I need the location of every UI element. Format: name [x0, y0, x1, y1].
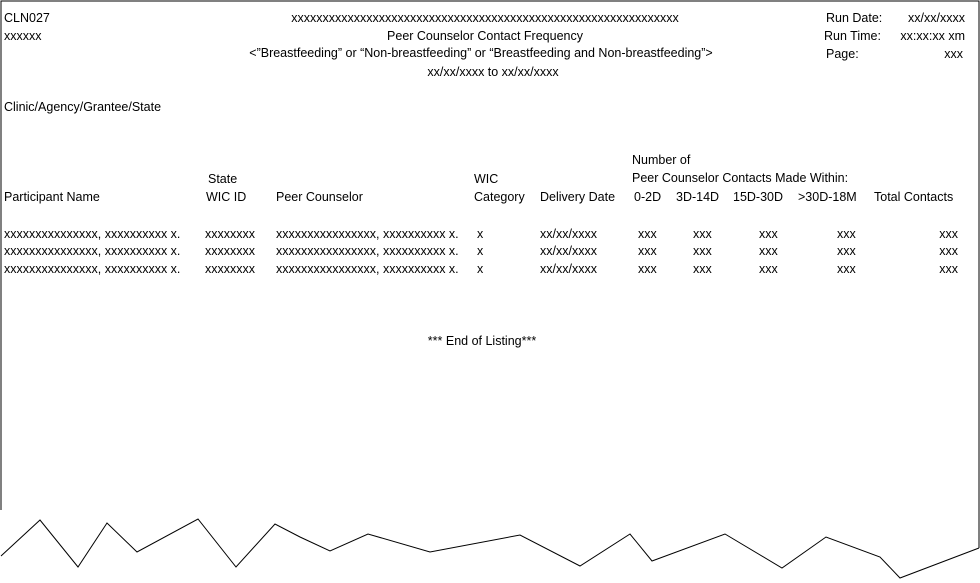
cell-peer-counselor: xxxxxxxxxxxxxxxx, xxxxxxxxxx x. — [276, 262, 459, 276]
cell-3d-14d: xxx — [693, 262, 712, 276]
cell-delivery-date: xx/xx/xxxx — [540, 227, 597, 241]
date-range: xx/xx/xxxx to xx/xx/xxxx — [427, 65, 559, 79]
header-delivery-date: Delivery Date — [540, 190, 616, 204]
header-state: State — [208, 172, 238, 186]
header-30d-18m: >30D-18M — [798, 190, 857, 204]
cell-state-wic-id: xxxxxxxx — [205, 244, 255, 258]
cell-3d-14d: xxx — [693, 244, 712, 258]
cell-30d-18m: xxx — [837, 262, 856, 276]
cell-state-wic-id: xxxxxxxx — [205, 227, 255, 241]
cell-0-2d: xxx — [638, 227, 657, 241]
run-time-value: xx:xx:xx xm — [900, 29, 965, 43]
cell-0-2d: xxx — [638, 262, 657, 276]
cell-15d-30d: xxx — [759, 244, 778, 258]
run-date-label: Run Date: — [826, 11, 883, 25]
cell-total-contacts: xxx — [939, 262, 958, 276]
header-0-2d: 0-2D — [634, 190, 662, 204]
header-3d-14d: 3D-14D — [676, 190, 720, 204]
header-peer-counselor: Peer Counselor — [276, 190, 363, 204]
header-15d-30d: 15D-30D — [733, 190, 784, 204]
cell-15d-30d: xxx — [759, 262, 778, 276]
end-of-listing: *** End of Listing*** — [427, 334, 537, 348]
page-label: Page: — [826, 47, 859, 61]
cell-wic-category: x — [477, 227, 484, 241]
header-wic-id: WIC ID — [206, 190, 247, 204]
cell-peer-counselor: xxxxxxxxxxxxxxxx, xxxxxxxxxx x. — [276, 227, 459, 241]
cell-participant-name: xxxxxxxxxxxxxxx, xxxxxxxxxx x. — [4, 262, 181, 276]
cell-30d-18m: xxx — [837, 244, 856, 258]
cell-15d-30d: xxx — [759, 227, 778, 241]
run-date-value: xx/xx/xxxx — [908, 11, 965, 25]
header-total-contacts: Total Contacts — [874, 190, 954, 204]
group-label: Clinic/Agency/Grantee/State — [4, 100, 162, 114]
org-line: xxxxxxxxxxxxxxxxxxxxxxxxxxxxxxxxxxxxxxxxxxxxxxxxxxxxxxxxxxxxxx — [291, 11, 679, 25]
cell-3d-14d: xxx — [693, 227, 712, 241]
cell-30d-18m: xxx — [837, 227, 856, 241]
contacts-group-header-line2: Peer Counselor Contacts Made Within: — [632, 171, 849, 185]
cell-wic-category: x — [477, 262, 484, 276]
header-wic: WIC — [474, 172, 499, 186]
report-sub-id: xxxxxx — [4, 29, 42, 43]
header-participant-name: Participant Name — [4, 190, 100, 204]
cell-total-contacts: xxx — [939, 227, 958, 241]
cell-state-wic-id: xxxxxxxx — [205, 262, 255, 276]
run-time-label: Run Time: — [824, 29, 881, 43]
cell-participant-name: xxxxxxxxxxxxxxx, xxxxxxxxxx x. — [4, 244, 181, 258]
report-id: CLN027 — [4, 11, 50, 25]
cell-0-2d: xxx — [638, 244, 657, 258]
cell-delivery-date: xx/xx/xxxx — [540, 262, 597, 276]
cell-participant-name: xxxxxxxxxxxxxxx, xxxxxxxxxx x. — [4, 227, 181, 241]
cell-delivery-date: xx/xx/xxxx — [540, 244, 597, 258]
cell-total-contacts: xxx — [939, 244, 958, 258]
cell-peer-counselor: xxxxxxxxxxxxxxxx, xxxxxxxxxx x. — [276, 244, 459, 258]
report-title: Peer Counselor Contact Frequency — [387, 29, 583, 43]
contacts-group-header-line1: Number of — [632, 153, 691, 167]
page-value: xxx — [944, 47, 963, 61]
header-category: Category — [474, 190, 525, 204]
cell-wic-category: x — [477, 244, 484, 258]
report-subtitle: <”Breastfeeding” or “Non-breastfeeding” or “Breastfeeding and Non-breastfeeding”> — [249, 46, 713, 60]
